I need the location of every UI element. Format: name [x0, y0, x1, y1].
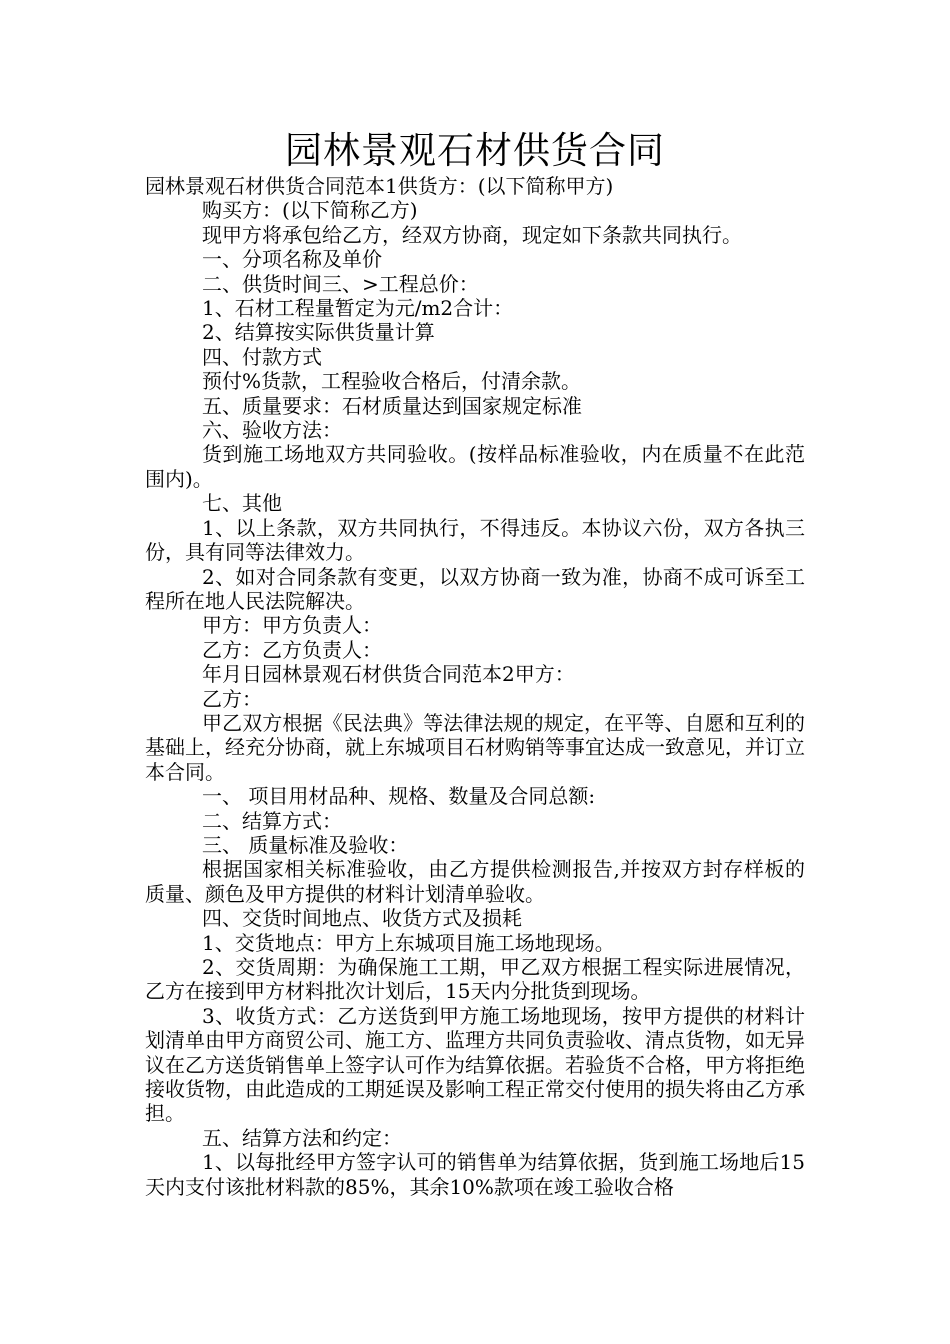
contract-paragraph: 园林景观石材供货合同范本1供货方：(以下简称甲方) — [145, 174, 614, 198]
contract-paragraph: 四、交货时间地点、收货方式及损耗 — [202, 906, 522, 931]
contract-paragraph: 乙方：乙方负责人： — [202, 637, 382, 662]
contract-paragraph: 2、如对合同条款有变更，以双方协商一致为准，协商不成可诉至工程所在地人民法院解决。 — [145, 564, 805, 613]
document-body — [145, 174, 805, 1199]
contract-paragraph: 购买方：(以下简称乙方) — [202, 198, 418, 223]
contract-paragraph: 七、其他 — [202, 491, 282, 516]
document-title: 园林景观石材供货合同 — [285, 129, 665, 172]
contract-paragraph: 年月日园林景观石材供货合同范本2甲方： — [202, 662, 575, 687]
contract-paragraph: 五、质量要求：石材质量达到国家规定标准 — [202, 393, 582, 418]
contract-paragraph: 一、 项目用材品种、规格、数量及合同总额: — [202, 784, 596, 809]
contract-paragraph: 2、交货周期：为确保施工工期，甲乙双方根据工程实际进展情况，乙方在接到甲方材料批次计划后，15天内分批货到现场。 — [145, 955, 805, 1004]
contract-paragraph: 1、交货地点：甲方上东城项目施工场地现场。 — [202, 930, 615, 955]
contract-paragraph: 货到施工场地双方共同验收。(按样品标准验收，内在质量不在此范围内)。 — [145, 442, 805, 491]
contract-paragraph: 预付%货款，工程验收合格后，付清余款。 — [202, 369, 582, 394]
document-page — [145, 128, 805, 1199]
contract-paragraph: 甲方：甲方负责人： — [202, 613, 382, 638]
contract-paragraph: 五、结算方法和约定： — [202, 1125, 402, 1150]
contract-paragraph: 3、收货方式：乙方送货到甲方施工场地现场，按甲方提供的材料计划清单由甲方商贸公司、施工方、监理方共同负责验收、清点货物，如无异议在乙方送货销售单上签字认可作为结算依据。若验货不合格，甲方将拒绝接收货物，由此造成的工期延误及影响工程正常交付使用的损失将由乙方承担。 — [145, 1003, 805, 1126]
contract-paragraph: 四、付款方式 — [202, 344, 322, 369]
contract-paragraph: 1、石材工程量暂定为元/m2合计： — [202, 296, 514, 321]
contract-paragraph: 乙方： — [202, 686, 262, 711]
contract-paragraph: 1、以上条款，双方共同执行，不得违反。本协议六份，双方各执三份，具有同等法律效力。 — [145, 515, 805, 565]
contract-paragraph: 根据国家相关标准验收，由乙方提供检测报告,并按双方封存样板的质量、颜色及甲方提供的材料计划清单验收。 — [145, 857, 805, 906]
contract-paragraph: 现甲方将承包给乙方，经双方协商，现定如下条款共同执行。 — [202, 222, 742, 247]
contract-paragraph: 1、以每批经甲方签字认可的销售单为结算依据，货到施工场地后15天内支付该批材料款的85%，其余10%款项在竣工验收合格 — [145, 1150, 805, 1199]
contract-paragraph: 2、结算按实际供货量计算 — [202, 320, 435, 345]
contract-paragraph: 六、验收方法： — [202, 418, 342, 443]
contract-paragraph: 二、供货时间三、>工程总价： — [202, 271, 479, 296]
contract-paragraph: 三、 质量标准及验收： — [202, 832, 409, 857]
contract-paragraph: 二、结算方式： — [202, 808, 342, 833]
contract-paragraph: 甲乙双方根据《民法典》等法律法规的规定，在平等、自愿和互利的基础上，经充分协商，就上东城项目石材购销等事宜达成一致意见，并订立本合同。 — [145, 710, 805, 784]
contract-paragraph: 一、分项名称及单价 — [202, 247, 382, 272]
